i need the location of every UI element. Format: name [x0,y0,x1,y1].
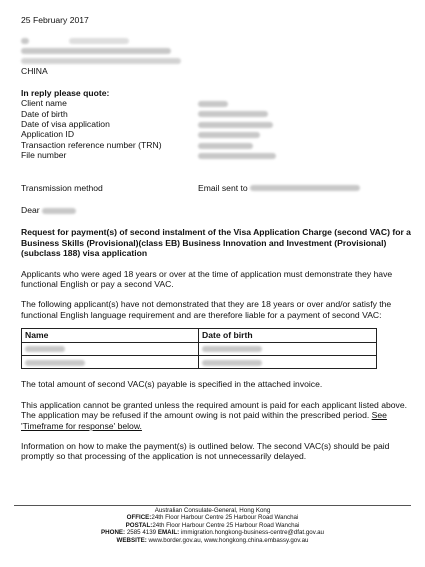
footer-website[interactable]: www.border.gov.au, www.hongkong.china.embassy.gov.au [148,536,309,544]
letter-footer: Australian Consulate-General, Hong Kong OFFICE:24th Floor Harbour Centre 25 Harbour Road Wanchai POSTAL:24th Floor Harbour Centre 25 Harbour Road Wanchai PHONE: 2585 4139 EMAIL: immigration.hongkong-business-centre@dfat.gov.au WEBSITE: www.border.gov.au, www.hongkong.china.embassy.gov.au [0,507,425,544]
footer-phone: 2585 4139 [126,529,157,537]
table-header-name: Name [22,329,199,342]
address-country: CHINA [21,66,48,77]
footer-email[interactable]: immigration.hongkong-business-centre@dfat.gov.au [180,529,324,537]
transmission-label: Transmission method [21,182,103,193]
transmission-row [21,183,413,193]
reference-label: Client name [21,98,67,109]
letter-body [21,14,413,462]
reference-heading: In reply please quote: [21,87,110,98]
paragraph-liable-applicants: The following applicant(s) have not demonstrated that they are 18 years or over and/or satisfy the functional English language requirement and are therefore liable for a payment of second VAC: [21,299,392,320]
paragraph-grant-condition: This application cannot be granted unless the required amount is paid for each applicant listed above. The application may be refused if the amount owing is not paid within the prescribed period. See 'Timeframe for response' below. [21,399,408,431]
timeframe-link[interactable]: See 'Timeframe for response' below. [21,410,387,431]
table-header-dob: Date of birth [199,329,377,342]
footer-postal: 24th Floor Harbour Centre 25 Harbour Road Wanchai [152,521,300,529]
reference-label: Application ID [21,129,75,140]
salutation: Dear [21,204,40,215]
reference-label: Date of visa application [21,119,110,129]
paragraph-total-amount: The total amount of second VAC(s) payable is specified in the attached invoice. [21,379,323,390]
table-row [22,342,377,355]
footer-divider [14,505,411,506]
letter-date: 25 February 2017 [21,15,89,25]
reference-label: Date of birth [21,108,68,119]
footer-consulate: Australian Consulate-General, Hong Kong [154,507,271,514]
recipient-address [21,36,413,76]
reference-label: File number [21,150,67,161]
address-line [21,36,413,46]
address-line [21,56,413,66]
paragraph-functional-english: Applicants who were aged 18 years or over at the time of application must demonstrate they have functional English or pay a second VAC. [21,268,393,289]
reference-block [21,88,413,161]
footer-office: 24th Floor Harbour Centre 25 Harbour Road Wanchai [151,514,299,522]
paragraph-payment-info: Information on how to make the payment(s) is outlined below. The second VAC(s) should be paid promptly so that processing of the application is not unnecessarily delayed. [21,441,390,462]
reference-label: Transaction reference number (TRN) [21,139,162,150]
table-row [22,356,377,369]
transmission-value: Email sent to [198,182,248,193]
applicant-table [21,328,377,369]
salutation-row [21,205,413,215]
address-line [21,46,413,56]
letter-subject: Request for payment(s) of second instalment of the Visa Application Charge (second VAC) for a Business Skills (Provisional)(class EB) Business Innovation and Investment (Provisional)(subclass 188) visa application [21,227,411,259]
